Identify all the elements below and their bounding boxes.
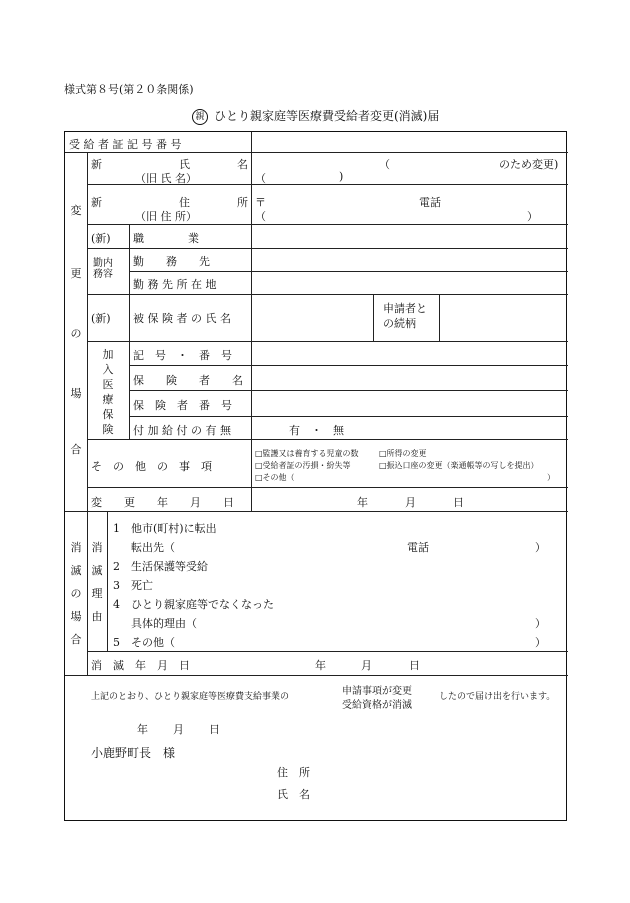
ext-date-label: 消 滅 年 月 日 (91, 659, 190, 672)
reason-1-close: ） (535, 541, 546, 554)
insurance-new-tag: (新) (91, 312, 111, 325)
addr-sho-label: 所 (237, 196, 248, 209)
addr-paren-open: （ (255, 210, 266, 223)
other-opt-misc[interactable]: □その他（ (255, 473, 295, 482)
change-label-4: 場 (70, 387, 82, 400)
cert-number-field[interactable] (253, 133, 565, 151)
reason-4-detail: 具体的理由（ (131, 617, 197, 630)
addr-new-label: 新 (91, 196, 102, 209)
ext-reason-2: 滅 (91, 564, 103, 577)
ins-group-4: 療 (102, 393, 114, 406)
ext-label-4: 場 (70, 610, 82, 623)
addr-ju-label: 住 (179, 196, 190, 209)
postal-mark: 〒 (255, 196, 266, 209)
oya-stamp-icon: 親 (192, 109, 208, 125)
addr-old-label: （旧 住 所） (135, 210, 197, 223)
other-opt-misc-close: ） (547, 473, 555, 482)
ext-day: 日 (409, 659, 420, 672)
workplace-label: 勤 務 先 (133, 255, 210, 268)
ext-year: 年 (315, 659, 326, 672)
reason-1[interactable]: 1 他市(町村)に転出 (113, 522, 217, 535)
change-year: 年 (357, 496, 368, 509)
ext-reason-1: 消 (91, 541, 103, 554)
reason-3[interactable]: 3 死亡 (113, 579, 153, 592)
rule (65, 152, 568, 153)
decl-month: 月 (173, 723, 184, 736)
name-shi-label: 氏 (179, 158, 190, 171)
applicant-address-label: 住 所 (277, 766, 310, 779)
change-label-3: の (70, 327, 82, 340)
addr-paren-close: ） (527, 210, 538, 223)
name-new-label: 新 (91, 158, 102, 171)
ins-group-1: 加 (102, 348, 114, 361)
ext-label-5: 合 (70, 633, 82, 646)
change-month: 月 (405, 496, 416, 509)
old-name-close: ) (339, 170, 344, 183)
cert-number-label: 受 給 者 証 記 号 番 号 (69, 138, 182, 151)
other-opt-children[interactable]: □監護又は養育する児童の数 (255, 449, 359, 458)
decl-day: 日 (209, 723, 220, 736)
other-opt-income[interactable]: □所得の変更 (379, 449, 427, 458)
work-new-tag: (新) (91, 232, 111, 245)
insurer-label: 保 険 者 名 (133, 374, 243, 387)
ext-month: 月 (361, 659, 372, 672)
change-label-2: 更 (70, 267, 82, 280)
supplement-value[interactable]: 有 ・ 無 (289, 424, 344, 437)
ext-reason-4: 由 (91, 610, 103, 623)
other-label: そ の 他 の 事 項 (91, 460, 212, 473)
reason-4[interactable]: 4 ひとり親家庭等でなくなった (113, 598, 274, 611)
symbol-number-label: 記 号 ・ 番 号 (133, 349, 232, 362)
reason-4-close: ） (535, 617, 546, 630)
name-old-label: （旧 氏 名） (135, 172, 197, 185)
addressee: 小鹿野町長 様 (91, 746, 176, 760)
reason-1-dest: 転出先（ (131, 541, 175, 554)
ext-reason-3: 理 (91, 587, 103, 600)
name-reason-suffix: のため変更) (499, 158, 559, 171)
decl-text-after: したので届け出を行います。 (439, 692, 556, 702)
decl-opt-change[interactable]: 申請事項が変更 (342, 686, 412, 697)
title-text: ひとり親家庭等医療費受給者変更(消滅)届 (214, 109, 440, 123)
decl-text-before: 上記のとおり、ひとり親家庭等医療費支給事業の (91, 692, 290, 702)
form-table (64, 131, 567, 821)
work-address-label: 勤 務 先 所 在 地 (133, 278, 217, 291)
ext-label-2: 滅 (70, 564, 82, 577)
insured-name-label: 被 保 険 者 の 氏 名 (133, 312, 231, 325)
ins-group-3: 医 (102, 378, 114, 391)
reason-5[interactable]: 5 その他（ (113, 636, 175, 649)
name-mei-label: 名 (237, 158, 248, 171)
form-number: 様式第８号(第２０条関係) (64, 83, 194, 96)
ins-group-2: 入 (102, 363, 114, 376)
form-title (192, 107, 439, 125)
change-label-1: 変 (70, 204, 82, 217)
addr-phone-label: 電話 (419, 196, 441, 209)
change-label-5: 合 (70, 443, 82, 456)
old-name-open: （ (255, 172, 266, 185)
other-opt-card-loss[interactable]: □受給者証の汚損・紛失等 (255, 461, 351, 470)
occupation-label: 職 業 (133, 232, 199, 245)
other-opt-bank[interactable]: □振込口座の変更（楽通帳等の写しを提出） (379, 461, 539, 470)
work-group-label: 勤内 務容 (93, 258, 113, 280)
insurer-number-label: 保 険 者 番 号 (133, 399, 232, 412)
supplement-label: 付 加 給 付 の 有 無 (133, 424, 231, 437)
name-paren: （ (379, 158, 390, 171)
applicant-name-label: 氏 名 (277, 788, 310, 801)
change-day: 日 (453, 496, 464, 509)
decl-year: 年 (137, 723, 148, 736)
reason-5-close: ） (535, 636, 546, 649)
change-date-label: 変 更 年 月 日 (91, 496, 234, 509)
relation-label: 申請者と の続柄 (383, 302, 427, 330)
decl-opt-extinct[interactable]: 受給資格が消滅 (342, 700, 412, 711)
ext-label-1: 消 (70, 541, 82, 554)
ins-group-6: 険 (102, 423, 114, 436)
reason-1-phone: 電話 (407, 541, 429, 554)
ext-label-3: の (70, 587, 82, 600)
ins-group-5: 保 (102, 408, 114, 421)
reason-2[interactable]: 2 生活保護等受給 (113, 560, 208, 573)
